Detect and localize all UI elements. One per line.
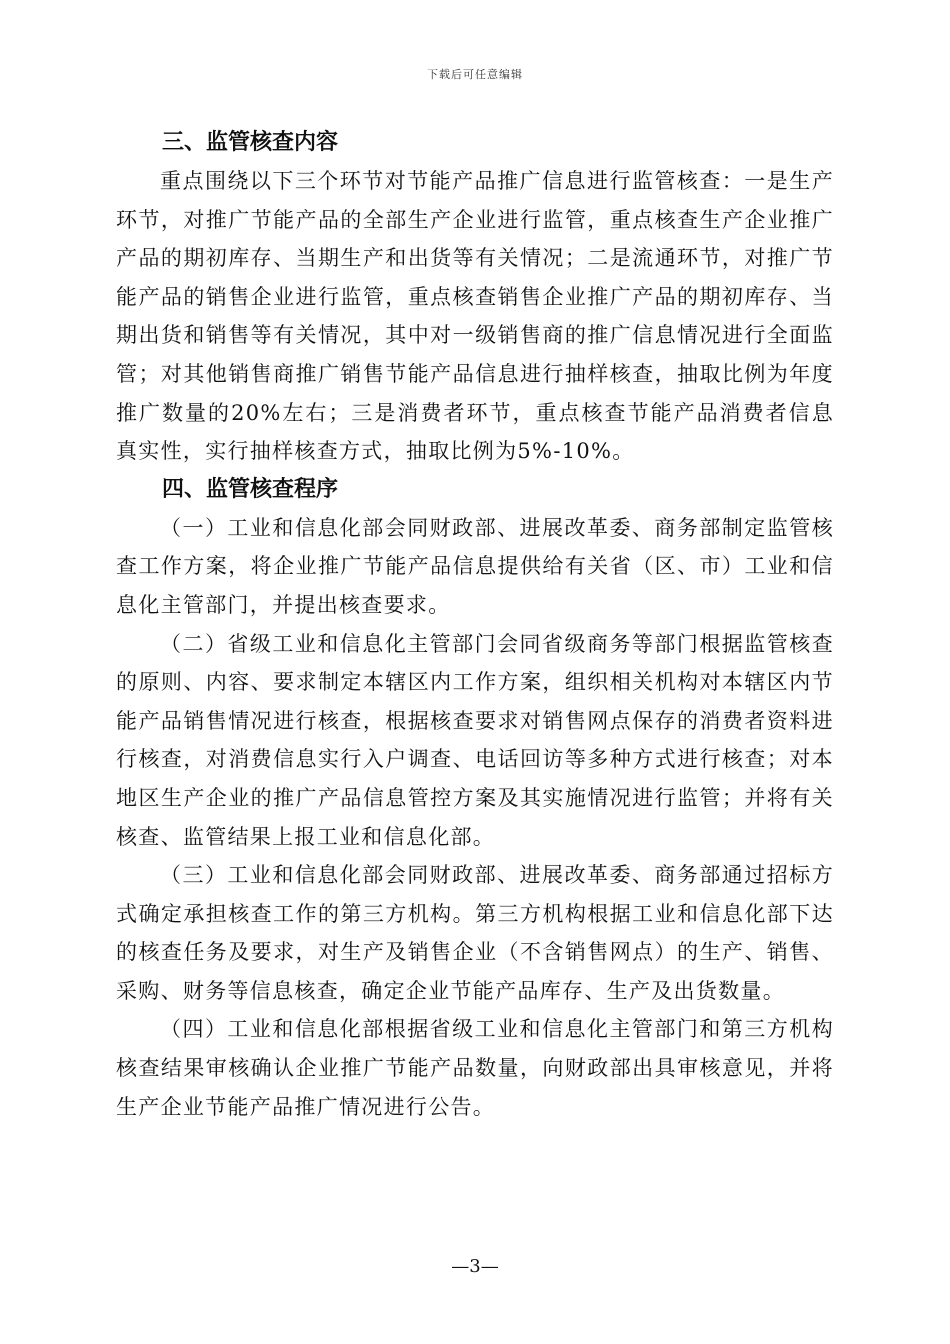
section-4-item-4: （四）工业和信息化部根据省级工业和信息化主管部门和第三方机构核查结果审核确认企业推广节能产品数量，向财政部出具审核意见，并将生产企业节能产品推广情况进行公告。 bbox=[116, 1017, 834, 1119]
section-4-item-3: （三）工业和信息化部会同财政部、进展改革委、商务部通过招标方式确定承担核查工作的第三方机构。第三方机构根据工业和信息化部下达的核查任务及要求，对生产及销售企业（不含销售网点）的生产、销售、采购、财务等信息核查，确定企业节能产品库存、生产及出货数量。 bbox=[116, 863, 834, 1003]
section-4-item-1: （一）工业和信息化部会同财政部、进展改革委、商务部制定监管核查工作方案，将企业推广节能产品信息提供给有关省（区、市）工业和信息化主管部门，并提出核查要求。 bbox=[116, 515, 834, 617]
section-3-heading: 三、监管核查内容 bbox=[162, 130, 339, 155]
section-4-item-2: （二）省级工业和信息化主管部门会同省级商务等部门根据监管核查的原则、内容、要求制定本辖区内工作方案，组织相关机构对本辖区内节能产品销售情况进行核查，根据核查要求对销售网点保存的消费者资料进行核查，对消费信息实行入户调查、电话回访等多种方式进行核查；对本地区生产企业的推广产品信息管控方案及其实施情况进行监管；并将有关核查、监管结果上报工业和信息化部。 bbox=[116, 631, 834, 849]
page-number: —3— bbox=[451, 1256, 499, 1277]
header-note: 下载后可任意编辑 bbox=[427, 68, 523, 81]
section-4-heading: 四、监管核查程序 bbox=[162, 476, 339, 502]
document-body bbox=[116, 124, 834, 1126]
section-3-paragraph: 重点围绕以下三个环节对节能产品推广信息进行监管核查：一是生产环节，对推广节能产品的全部生产企业进行监管，重点核查生产企业推广产品的期初库存、当期生产和出货等有关情况；二是流通环节，对推广节能产品的销售企业进行监管，重点核查销售企业推广产品的期初库存、当期出货和销售等有关情况，其中对一级销售商的推广信息情况进行全面监管；对其他销售商推广销售节能产品信息进行抽样核查，抽取比例为年度推广数量的20%左右；三是消费者环节，重点核查节能产品消费者信息真实性，实行抽样核查方式，抽取比例为5%-10%。 bbox=[116, 169, 834, 464]
